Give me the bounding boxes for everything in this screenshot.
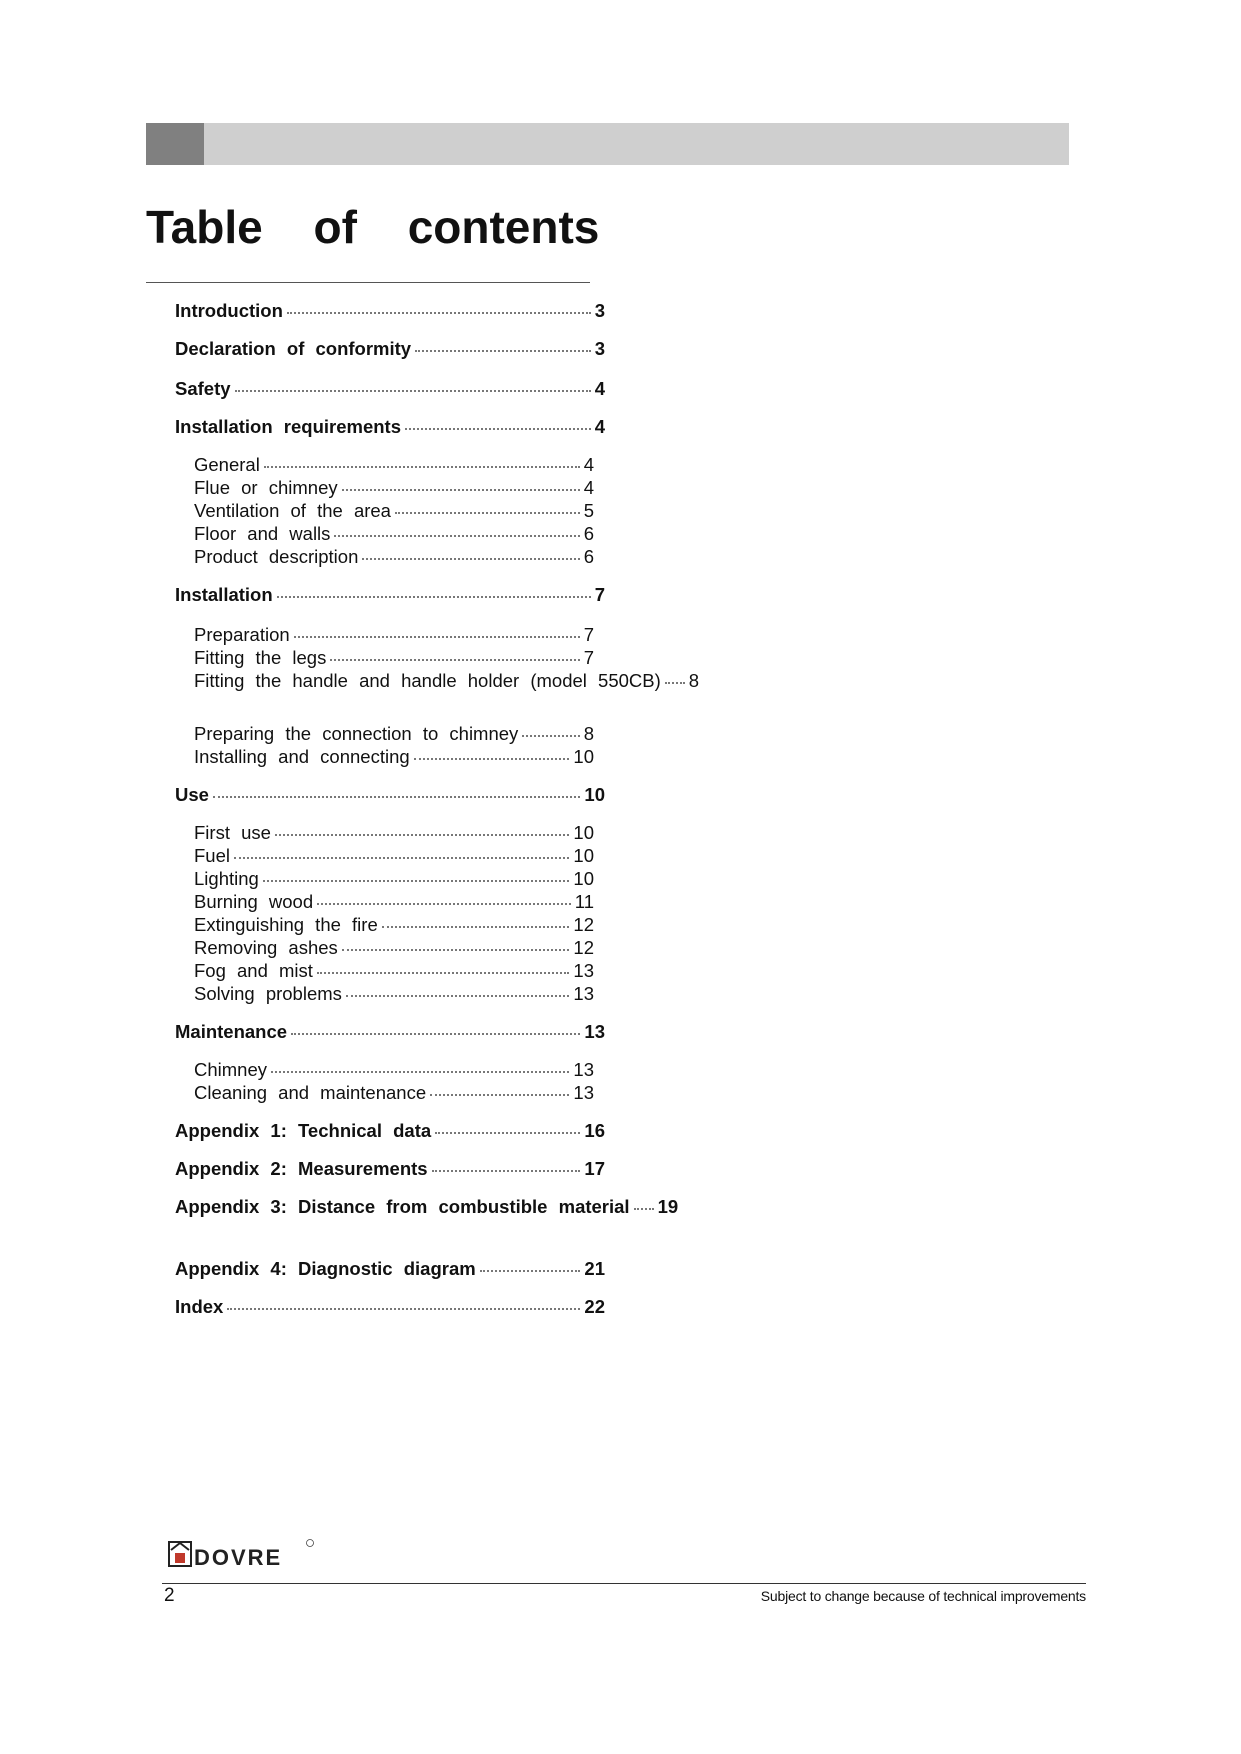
toc-entry-title: Preparation [194, 624, 290, 645]
header-bar [146, 123, 1069, 165]
toc-entry-page: 3 [594, 338, 605, 359]
toc-entry[interactable] [175, 1021, 605, 1043]
toc-entry[interactable] [175, 1196, 679, 1218]
toc-subentry[interactable] [194, 983, 594, 1005]
toc-entry-title: Installation [175, 584, 273, 605]
toc-entry-page: 10 [573, 845, 594, 866]
toc-entry-title: Use [175, 784, 209, 805]
toc-entry-title: First use [194, 822, 271, 843]
toc-entry-title: Fitting the handle and handle holder (model 550CB) [194, 670, 661, 691]
toc-subentry[interactable] [194, 670, 700, 692]
toc-entry[interactable] [175, 338, 605, 360]
toc-entry-page: 6 [583, 523, 594, 544]
toc-entry-page: 8 [688, 670, 700, 691]
toc-entry-page: 13 [573, 960, 594, 981]
toc-entry-title: Solving problems [194, 983, 342, 1004]
toc-leader-dots [291, 1033, 580, 1035]
toc-subentry[interactable] [194, 822, 594, 844]
toc-leader-dots [271, 1071, 569, 1073]
toc-entry-title: Appendix 1: Technical data [175, 1120, 432, 1141]
toc-entry-title: Fuel [194, 845, 230, 866]
toc-leader-dots [430, 1094, 569, 1096]
toc-entry-page: 4 [594, 378, 605, 399]
toc-entry-page: 13 [584, 1021, 605, 1042]
logo-wordmark: DOVRE [194, 1545, 283, 1568]
toc-leader-dots [275, 834, 569, 836]
toc-entry-page: 10 [573, 746, 594, 767]
toc-leader-dots [415, 350, 591, 352]
toc-leader-dots [330, 659, 579, 661]
toc-leader-dots [414, 758, 570, 760]
toc-leader-dots [277, 596, 591, 598]
header-bar-accent [146, 123, 204, 165]
toc-entry[interactable] [175, 1258, 605, 1280]
toc-entry-page: 12 [573, 937, 594, 958]
toc-entry-title: Chimney [194, 1059, 267, 1080]
toc-subentry[interactable] [194, 937, 594, 959]
toc-leader-dots [522, 735, 579, 737]
toc-entry-title: General [194, 454, 260, 475]
toc-entry[interactable] [175, 378, 605, 400]
toc-entry-title: Maintenance [175, 1021, 288, 1042]
toc-entry-title: Burning wood [194, 891, 314, 912]
toc-entry[interactable] [175, 784, 605, 806]
toc-entry-page: 5 [583, 500, 594, 521]
toc-leader-dots [432, 1170, 581, 1172]
toc-subentry[interactable] [194, 546, 594, 568]
toc-leader-dots [334, 535, 579, 537]
toc-leader-dots [480, 1270, 581, 1272]
toc-leader-dots [634, 1208, 654, 1210]
toc-entry-title: Introduction [175, 300, 283, 321]
toc-leader-dots [342, 489, 580, 491]
toc-entry-title: Fog and mist [194, 960, 313, 981]
toc-subentry[interactable] [194, 723, 594, 745]
toc-entry-title: Lighting [194, 868, 259, 889]
toc-subentry[interactable] [194, 960, 594, 982]
toc-entry-title: Appendix 4: Diagnostic diagram [175, 1258, 476, 1279]
toc-leader-dots [435, 1132, 580, 1134]
toc-leader-dots [263, 880, 570, 882]
toc-entry-title: Fitting the legs [194, 647, 327, 668]
toc-entry-page: 10 [584, 784, 605, 805]
toc-entry-page: 4 [594, 416, 605, 437]
toc-leader-dots [665, 682, 685, 684]
toc-entry-title: Extinguishing the fire [194, 914, 378, 935]
toc-leader-dots [317, 972, 569, 974]
toc-subentry[interactable] [194, 1082, 594, 1104]
toc-entry-page: 13 [573, 1059, 594, 1080]
toc-subentry[interactable] [194, 914, 594, 936]
toc-entry[interactable] [175, 1158, 605, 1180]
toc-entry-title: Flue or chimney [194, 477, 338, 498]
toc-entry[interactable] [175, 1296, 605, 1318]
toc-entry-title: Safety [175, 378, 231, 399]
toc-leader-dots [227, 1308, 580, 1310]
toc-entry-page: 11 [574, 891, 594, 912]
toc-subentry[interactable] [194, 523, 594, 545]
page-number: 2 [164, 1585, 175, 1606]
toc-entry-page: 6 [583, 546, 594, 567]
toc-entry[interactable] [175, 300, 605, 322]
toc-leader-dots [317, 903, 571, 905]
toc-leader-dots [395, 512, 580, 514]
toc-entry-title: Removing ashes [194, 937, 338, 958]
toc-leader-dots [264, 466, 580, 468]
toc-subentry[interactable] [194, 647, 594, 669]
toc-entry-page: 13 [573, 1082, 594, 1103]
title-underline [146, 282, 590, 283]
toc-entry-title: Index [175, 1296, 224, 1317]
page-title: Table of contents [146, 201, 600, 253]
footer-rule [162, 1583, 1086, 1584]
toc-entry-page: 19 [657, 1196, 679, 1217]
toc-subentry[interactable] [194, 454, 594, 476]
toc-leader-dots [342, 949, 570, 951]
toc-entry-page: 12 [573, 914, 594, 935]
toc-entry-page: 7 [583, 624, 594, 645]
toc-entry-page: 7 [583, 647, 594, 668]
toc-leader-dots [287, 312, 591, 314]
toc-entry-page: 7 [594, 584, 605, 605]
toc-subentry[interactable] [194, 624, 594, 646]
toc-entry-page: 10 [573, 868, 594, 889]
toc-entry-page: 8 [583, 723, 594, 744]
toc-entry-page: 22 [584, 1296, 605, 1317]
toc-leader-dots [382, 926, 570, 928]
toc-entry[interactable] [175, 1120, 605, 1142]
toc-entry-page: 13 [573, 983, 594, 1004]
toc-entry-page: 4 [583, 477, 594, 498]
toc-entry-title: Cleaning and maintenance [194, 1082, 427, 1103]
toc-subentry[interactable] [194, 477, 594, 499]
toc-entry[interactable] [175, 584, 605, 606]
toc-entry-title: Appendix 2: Measurements [175, 1158, 428, 1179]
toc-entry-page: 3 [594, 300, 605, 321]
toc-subentry[interactable] [194, 500, 594, 522]
toc-subentry[interactable] [194, 845, 594, 867]
toc-entry-title: Preparing the connection to chimney [194, 723, 519, 744]
toc-entry-title: Appendix 3: Distance from combustible material [175, 1196, 630, 1217]
toc-entry-title: Installing and connecting [194, 746, 410, 767]
toc-entry-title: Ventilation of the area [194, 500, 391, 521]
toc-entry-title: Installation requirements [175, 416, 401, 437]
toc-entry-page: 16 [584, 1120, 605, 1141]
toc-leader-dots [235, 390, 591, 392]
toc-entry-page: 17 [584, 1158, 605, 1179]
toc-entry-title: Product description [194, 546, 359, 567]
toc-entry-page: 4 [583, 454, 594, 475]
toc-subentry[interactable] [194, 746, 594, 768]
toc-entry-page: 10 [573, 822, 594, 843]
toc-subentry[interactable] [194, 868, 594, 890]
toc-subentry[interactable] [194, 891, 594, 913]
footer-note: Subject to change because of technical improvements [760, 1588, 1086, 1604]
toc-subentry[interactable] [194, 1059, 594, 1081]
toc-leader-dots [362, 558, 579, 560]
toc-leader-dots [346, 995, 570, 997]
dovre-logo [168, 1538, 318, 1568]
toc-entry[interactable] [175, 416, 605, 438]
toc-entry-title: Declaration of conformity [175, 338, 412, 359]
toc-leader-dots [405, 428, 591, 430]
toc-entry-title: Floor and walls [194, 523, 331, 544]
toc-leader-dots [213, 796, 580, 798]
toc-leader-dots [234, 857, 569, 859]
toc-entry-page: 21 [584, 1258, 605, 1279]
toc-leader-dots [294, 636, 580, 638]
